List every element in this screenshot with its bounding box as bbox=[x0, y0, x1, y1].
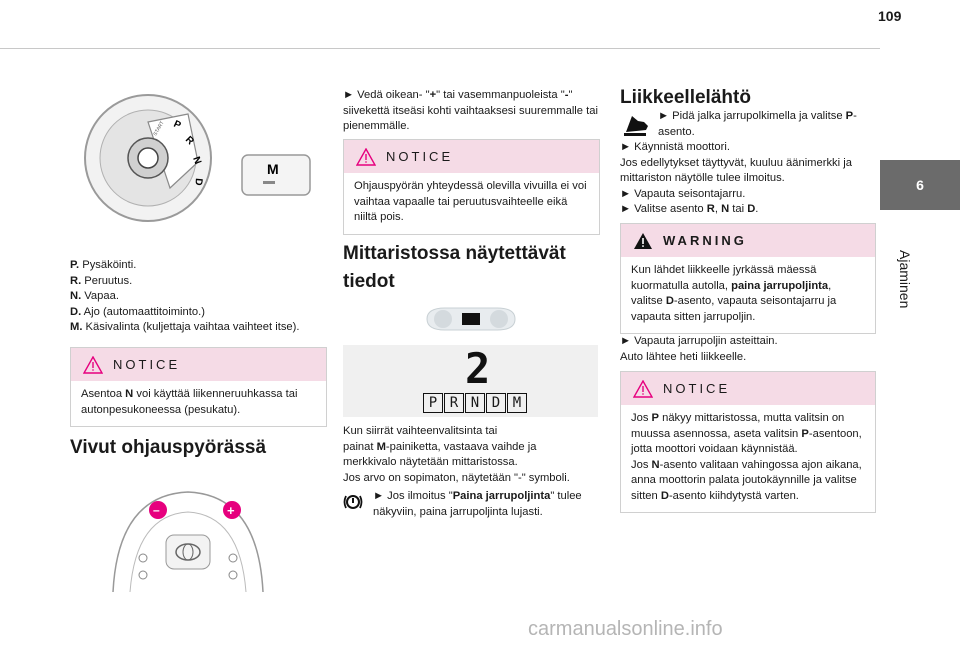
notice-label: NOTICE bbox=[113, 357, 181, 372]
cluster-heading: Mittaristossa näytettävät tiedot bbox=[343, 243, 566, 292]
cluster-description: Kun siirrät vaihteenvalitsinta tai painat M-painiketta, vastaava vaihde ja merkkivalo näytetään mittaristossa. Jos arvo on sopimaton, näytetään "-" symboli. bbox=[343, 425, 570, 484]
selector-letter-p: P bbox=[171, 118, 183, 132]
legend-r: R. Peruutus. bbox=[70, 274, 133, 287]
notice-text: Ohjauspyörän yhteydessä olevilla vivuilla ei voi vaihtaa vapaalle tai peruutusvaihteelle eikä niiltä pois. bbox=[354, 180, 587, 223]
selector-letter-d: D bbox=[192, 177, 204, 186]
release-brake-step: ► Vapauta jarrupoljin asteittain. Auto lähtee heti liikkeelle. bbox=[620, 335, 778, 363]
display-letter-p: P bbox=[423, 393, 443, 413]
paddle-instruction: ► Vedä oikean- "+" tai vasemmanpuoleista "-" siivekettä itseäsi kohti vaihtaaksesi suuremmalle tai pienemmälle. bbox=[343, 89, 598, 132]
notice-warning-icon bbox=[83, 356, 103, 374]
notice-warning-icon bbox=[356, 148, 376, 166]
selector-letter-n: N bbox=[190, 155, 203, 166]
warning-triangle-icon bbox=[633, 232, 653, 250]
notice-box-paddles bbox=[343, 139, 600, 235]
notice-label: NOTICE bbox=[663, 381, 731, 396]
m-button-label: M bbox=[267, 161, 279, 177]
start-heading: Liikkeellelähtö bbox=[620, 87, 751, 108]
warning-box bbox=[620, 223, 876, 334]
warning-label: WARNING bbox=[663, 233, 747, 248]
notice-box-p-position bbox=[620, 371, 876, 513]
gear-selector-illustration bbox=[70, 92, 320, 227]
gear-letters-row bbox=[423, 393, 527, 413]
paddles-heading: Vivut ohjauspyörässä bbox=[70, 437, 267, 458]
plus-paddle-label: + bbox=[227, 503, 235, 518]
legend-d: D. Ajo (automaattitoiminto.) bbox=[70, 305, 205, 318]
minus-paddle-label: – bbox=[153, 503, 160, 517]
legend-p: P. Pysäköinti. bbox=[70, 259, 137, 271]
instrument-cluster-icon bbox=[425, 305, 517, 333]
display-letter-m: M bbox=[507, 393, 527, 413]
legend-n: N. Vapaa. bbox=[70, 290, 119, 302]
notice-warning-icon bbox=[633, 380, 653, 398]
start-steps: ► Pidä jalka jarrupolkimella ja valitse P-asento. ► Käynnistä moottori. Jos edellytykset täyttyvät, kuuluu äänimerkki ja mittariston näytölle tulee ilmoitus. ► Vapauta seisontajarru. ► Valitse asento R, N tai D. bbox=[620, 110, 857, 215]
display-letter-n: N bbox=[465, 393, 485, 413]
chapter-title-text: Ajaminen bbox=[897, 250, 913, 309]
legend-m: M. Käsivalinta (kuljettaja vaihtaa vaihteet itse). bbox=[70, 321, 300, 333]
notice-label: NOTICE bbox=[386, 149, 454, 164]
current-gear-digit: 2 bbox=[465, 344, 491, 393]
gear-legend bbox=[70, 258, 330, 336]
notice-text: Asentoa N voi käyttää liikenneruuhkassa tai autonpesukoneessa (pesukatu). bbox=[81, 388, 298, 416]
notice-text: Jos P näkyy mittaristossa, mutta valitsin on muussa asennossa, aseta valitsin P-asentoon, jotta moottori voidaan käynnistää. Jos N-asento valitaan vahingossa ajon aikana, anna moottorin palata joutokäynnille ja valitse sitten D-asento kiihdytystä varten. bbox=[631, 412, 862, 502]
chapter-tab[interactable]: 6 bbox=[880, 160, 960, 210]
chapter-title bbox=[875, 250, 935, 360]
foot-on-pedal-icon bbox=[622, 112, 650, 138]
selector-letter-r: R bbox=[182, 134, 196, 148]
brake-warning-icon bbox=[343, 492, 363, 512]
display-letter-d: D bbox=[486, 393, 506, 413]
watermark: carmanualsonline.info bbox=[528, 618, 723, 640]
selector-start-label: START bbox=[152, 120, 166, 137]
brake-bullet: ► Jos ilmoitus "Paina jarrupoljinta" tulee näkyviin, paina jarrupoljinta lujasti. bbox=[343, 489, 603, 520]
steering-wheel-illustration bbox=[108, 480, 268, 592]
gear-display-panel bbox=[343, 345, 598, 417]
warning-text: Kun lähdet liikkeelle jyrkässä mäessä kuormatulla autolla, paina jarrupoljinta, valitse D-asento, vapauta seisontajarru ja vapauta sitten jarrupoljin. bbox=[631, 264, 837, 323]
notice-box-neutral bbox=[70, 347, 327, 427]
header-divider bbox=[0, 48, 880, 49]
page-number: 109 bbox=[878, 8, 902, 24]
display-letter-r: R bbox=[444, 393, 464, 413]
